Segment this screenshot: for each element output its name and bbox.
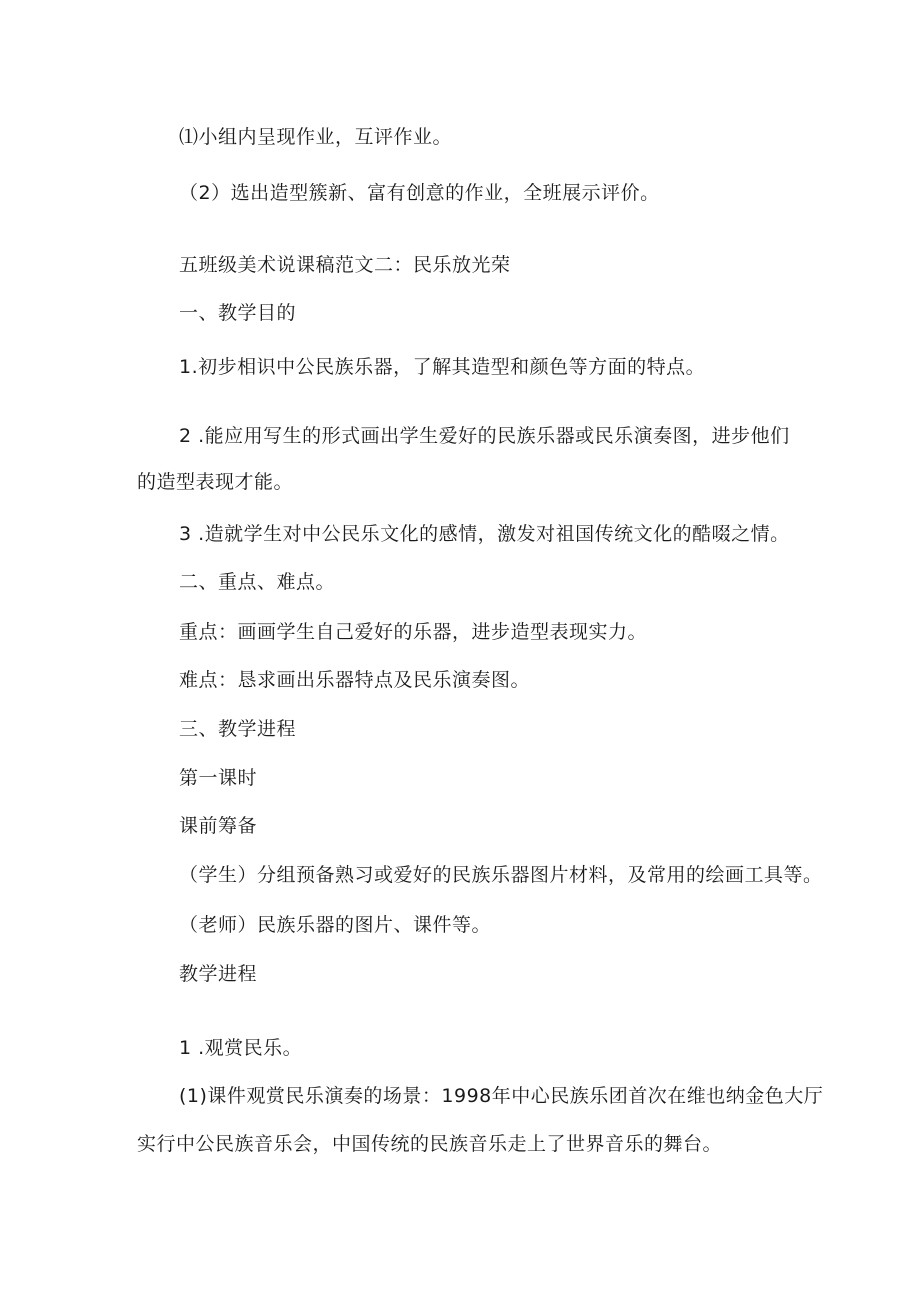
difficult-point: 难点：恳求画出乐器特点及民乐演奏图。 — [179, 669, 531, 691]
preparation-heading: 课前筹备 — [179, 815, 258, 837]
student-preparation: （学生）分组预备熟习或爱好的民族乐器图片材料，及常用的绘画工具等。 — [179, 864, 823, 886]
heading-objectives: 一、教学目的 — [179, 302, 297, 324]
substep-1-continued: 实行中公民族音乐会，中国传统的民族音乐走上了世界音乐的舞台。 — [137, 1133, 723, 1155]
substep-1: (1)课件观赏民乐演奏的场景：1998年中心民族乐团首次在维也纳金色大厅 — [179, 1085, 824, 1107]
objective-2-continued: 的造型表现才能。 — [137, 471, 294, 493]
section-title: 五班级美术说课稿范文二：民乐放光荣 — [179, 254, 511, 276]
first-lesson: 第一课时 — [179, 767, 258, 789]
objective-3: 3 .造就学生对中公民乐文化的感情，激发对祖国传统文化的酷啜之情。 — [179, 523, 790, 545]
homework-step-1: ⑴小组内呈现作业，互评作业。 — [179, 126, 453, 148]
key-point: 重点：画画学生自己爱好的乐器，进步造型表现实力。 — [179, 621, 648, 643]
step-appreciate-music: 1 .观赏民乐。 — [179, 1037, 303, 1059]
process-heading: 教学进程 — [179, 963, 258, 985]
homework-step-2: （2）选出造型簇新、富有创意的作业，全班展示评价。 — [179, 182, 660, 204]
objective-1: 1.初步相识中公民族乐器，了解其造型和颜色等方面的特点。 — [179, 356, 706, 378]
objective-2: 2 .能应用写生的形式画出学生爱好的民族乐器或民乐演奏图，进步他们 — [179, 425, 790, 447]
heading-key-points: 二、重点、难点。 — [179, 571, 336, 593]
heading-teaching-process: 三、教学进程 — [179, 718, 297, 740]
teacher-preparation: （老师）民族乐器的图片、课件等。 — [179, 914, 492, 936]
